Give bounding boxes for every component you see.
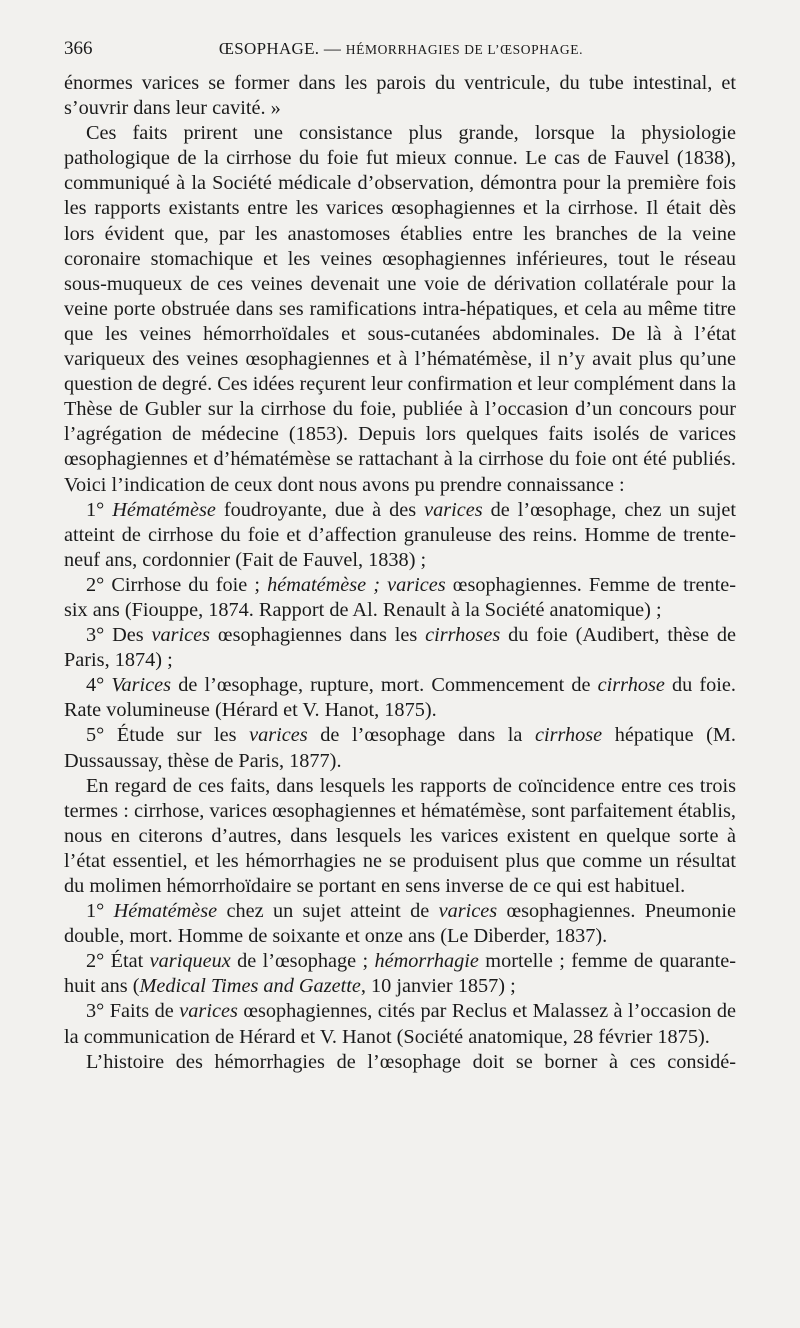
item-emphasis: varices <box>249 724 308 747</box>
item-text: de l’œsophage, chez un sujet atteint de cirrhose du foie et d’affection granuleuse des reins. Homme de trente-neuf ans, cordonnier (Fait de Fauvel, 1838) ; <box>64 498 736 571</box>
paragraph-closing: L’histoire des hémorrhagies de l’œsophage doit se borner à ces considé- <box>86 1050 736 1073</box>
case-list-item <box>64 573 736 623</box>
item-number: 1° <box>86 498 113 521</box>
item-emphasis: varices <box>438 900 498 923</box>
item-emphasis: varices <box>151 624 211 647</box>
item-emphasis: cirrhoses <box>425 624 501 647</box>
item-text: hépatique (M. Dussaussay, thèse de Paris, 1877). <box>64 724 736 772</box>
paragraph-other-facts: En regard de ces faits, dans lesquels les rapports de coïncidence entre ces trois termes : cirrhose, varices œsophagiennes et hématémèse, sont parfaitement établis, nous en citerons d’autres, dans lesquels les varices existent en quelque sorte à l’état essentiel, et les hémorrhagies ne se produisent plus que comme un résultat du molimen hémorrhoïdaire se portant en sens inverse de ce qui est habituel. <box>64 774 736 897</box>
item-emphasis: varices <box>424 498 483 521</box>
item-emphasis: cirrhose <box>597 674 665 697</box>
item-text: œsophagiennes. Pneumonie double, mort. Homme de soixante et onze ans (Le Diberder, 1837). <box>64 900 737 948</box>
case-list-item <box>64 498 736 573</box>
running-title-dash: — <box>319 39 346 58</box>
running-header <box>64 38 738 64</box>
item-text: de l’œsophage ; <box>230 950 375 973</box>
item-text: du foie. Rate volumineuse (Hérard et V. Hanot, 1875). <box>64 674 736 722</box>
paragraph-continued: énormes varices se former dans les parois du ventricule, du tube intestinal, et s’ouvrir dans leur cavité. » <box>64 72 736 120</box>
case-list-item <box>64 623 736 673</box>
running-title-sub: HÉMORRHAGIES DE L’ŒSOPHAGE. <box>345 42 584 57</box>
running-title <box>64 39 738 59</box>
item-text: mortelle ; femme de quarante-huit ans ( <box>64 950 736 998</box>
item-text: Cirrhose du foie ; <box>111 573 268 596</box>
item-emphasis: cirrhose <box>534 724 603 747</box>
item-emphasis: varices <box>179 1000 238 1023</box>
item-text: Faits de <box>109 1000 180 1023</box>
case-list-item <box>64 673 736 723</box>
case-list-item <box>64 949 736 999</box>
item-text: Étude sur les <box>116 724 250 747</box>
item-text: de l’œsophage dans la <box>307 724 535 747</box>
case-list-item <box>64 723 736 773</box>
item-text: de l’œsophage, rupture, mort. Commencement de <box>171 674 598 697</box>
item-emphasis: Varices <box>111 674 172 697</box>
item-text: du foie (Audibert, thèse de Paris, 1874) ; <box>64 624 736 672</box>
page-number: 366 <box>64 38 93 59</box>
case-list-item <box>64 999 736 1049</box>
item-text: , 10 janvier 1857) ; <box>360 975 516 998</box>
item-number: 5° <box>86 724 117 747</box>
paragraph-cirrhosis-history: Ces faits prirent une consistance plus grande, lorsque la physiologie pathologique de la cirrhose du foie fut mieux connue. Le cas de Fauvel (1838), communiqué à la Société médicale d’observation, démontra pour la première fois les rapports existants entre les varices œsophagiennes et la cirrhose. Il était dès lors évident que, par les anastomoses établies entre les branches de la veine coronaire stomachique et les veines œsophagiennes inférieures, tout le réseau sous-muqueux de ces veines devenait une voie de dérivation collatérale pour la veine porte obstruée dans ses ramifications intra-hépatiques, et cela au même titre que les veines hémorrhoïdales et sous-cutanées abdominales. De là à l’état variqueux des veines œsophagiennes et à l’hématémèse, il n’y avait plus qu’une question de degré. Ces idées reçurent leur confirmation et leur complément dans la Thèse de Gubler sur la cirrhose du foie, publiée à l’occasion d’un concours pour l’agrégation de médecine (1853). Depuis lors quelques faits isolés de varices œsophagiennes et d’hématémèse se rattachant à la cirrhose du foie ont été publiés. Voici l’indication de ceux dont nous avons pu prendre connaissance : <box>64 122 736 496</box>
item-number: 3° <box>86 624 113 647</box>
item-text: Des <box>112 624 152 647</box>
item-number: 3° <box>86 1000 110 1023</box>
item-number: 4° <box>86 674 112 697</box>
item-emphasis: Hématémèse <box>112 498 216 521</box>
item-emphasis: variqueux <box>149 950 231 973</box>
item-text: chez un sujet atteint de <box>217 900 439 923</box>
item-emphasis: hémorrhagie <box>374 950 479 973</box>
item-text: œsophagiennes, cités par Reclus et Malassez à l’occasion de la communication de Hérard et V. Hanot (Société anatomique, 28 février 1875). <box>64 1000 736 1048</box>
item-text: œsophagiennes dans les <box>210 624 426 647</box>
item-emphasis: Hématémèse <box>113 900 218 923</box>
journal-title: Medical Times and Gazette <box>139 975 361 998</box>
item-text: foudroyante, due à des <box>215 498 425 521</box>
running-title-main: ŒSOPHAGE. <box>218 39 320 58</box>
item-number: 2° <box>86 950 111 973</box>
item-emphasis: hématémèse ; varices <box>267 573 446 596</box>
case-list-item <box>64 899 736 949</box>
item-number: 2° <box>86 573 112 596</box>
item-text: œsophagiennes. Femme de trente-six ans (Fiouppe, 1874. Rapport de Al. Renault à la Société anatomique) ; <box>64 573 736 621</box>
item-number: 1° <box>86 900 114 923</box>
page-body <box>64 71 736 1075</box>
item-text: État <box>110 950 150 973</box>
